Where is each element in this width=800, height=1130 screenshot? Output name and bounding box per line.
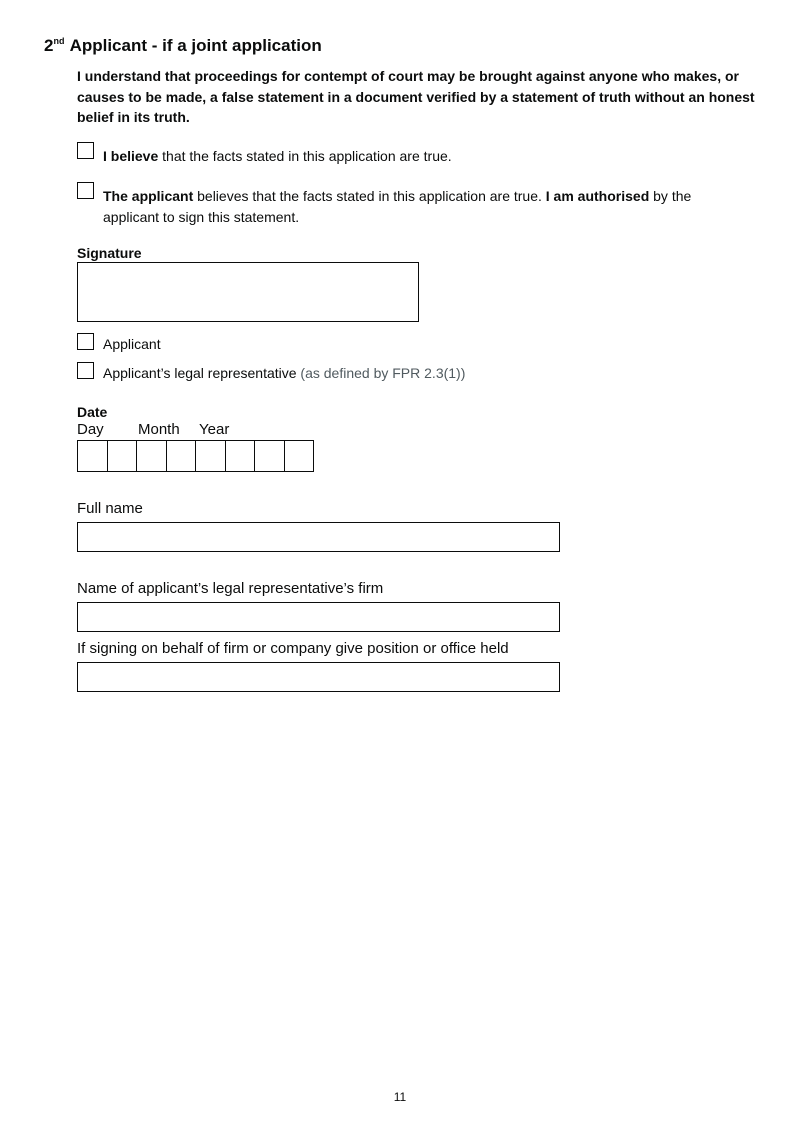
- firm-name-field[interactable]: [77, 602, 560, 632]
- day-digit-2[interactable]: [107, 440, 138, 472]
- date-month-label: Month: [138, 421, 180, 438]
- date-label: Date: [77, 404, 108, 420]
- title-text: Applicant - if a joint application: [69, 36, 322, 55]
- believe-bold: I believe: [103, 148, 159, 164]
- signature-box[interactable]: [77, 262, 419, 322]
- believe-statement: [103, 146, 743, 167]
- role-applicant-label: Applicant: [103, 336, 161, 352]
- believe-checkbox[interactable]: [77, 142, 94, 159]
- applicant-bold: The applicant: [103, 188, 194, 204]
- year-digit-1[interactable]: [195, 440, 226, 472]
- role-rep-label: [103, 363, 465, 384]
- applicant-believes-statement: [103, 186, 743, 227]
- month-digit-1[interactable]: [136, 440, 167, 472]
- authorised-bold: I am authorised: [545, 188, 650, 204]
- date-input-row: [77, 440, 313, 472]
- title-number: 2: [44, 36, 54, 55]
- role-rep-text: Applicant’s legal representative: [103, 365, 297, 381]
- signature-label: Signature: [77, 245, 142, 261]
- year-digit-4[interactable]: [284, 440, 315, 472]
- contempt-warning: I understand that proceedings for contempt of court may be brought against anyone who makes, or causes to be made, a false statement in a document verified by a statement of truth without an honest belief in its truth.: [77, 68, 755, 125]
- role-rep-note: (as defined by FPR 2.3(1)): [296, 365, 466, 381]
- applicant-believes-checkbox[interactable]: [77, 182, 94, 199]
- position-field[interactable]: [77, 662, 560, 692]
- role-applicant-checkbox[interactable]: [77, 333, 94, 350]
- section-title: [44, 36, 322, 56]
- day-digit-1[interactable]: [77, 440, 108, 472]
- title-superscript: nd: [53, 36, 65, 46]
- year-digit-3[interactable]: [254, 440, 285, 472]
- page-number: 11: [393, 1090, 407, 1104]
- position-label: If signing on behalf of firm or company give position or office held: [77, 640, 509, 657]
- applicant-mid: believes that the facts stated in this application are true.: [193, 188, 546, 204]
- believe-rest: that the facts stated in this application are true.: [158, 148, 452, 164]
- applicant-end: by the applicant to sign this statement.: [103, 188, 692, 225]
- firm-name-label: Name of applicant’s legal representative’s firm: [77, 580, 384, 597]
- role-rep-checkbox[interactable]: [77, 362, 94, 379]
- full-name-field[interactable]: [77, 522, 560, 552]
- date-year-label: Year: [199, 421, 230, 438]
- month-digit-2[interactable]: [166, 440, 197, 472]
- year-digit-2[interactable]: [225, 440, 256, 472]
- full-name-label: Full name: [77, 500, 143, 517]
- date-day-label: Day: [77, 421, 104, 438]
